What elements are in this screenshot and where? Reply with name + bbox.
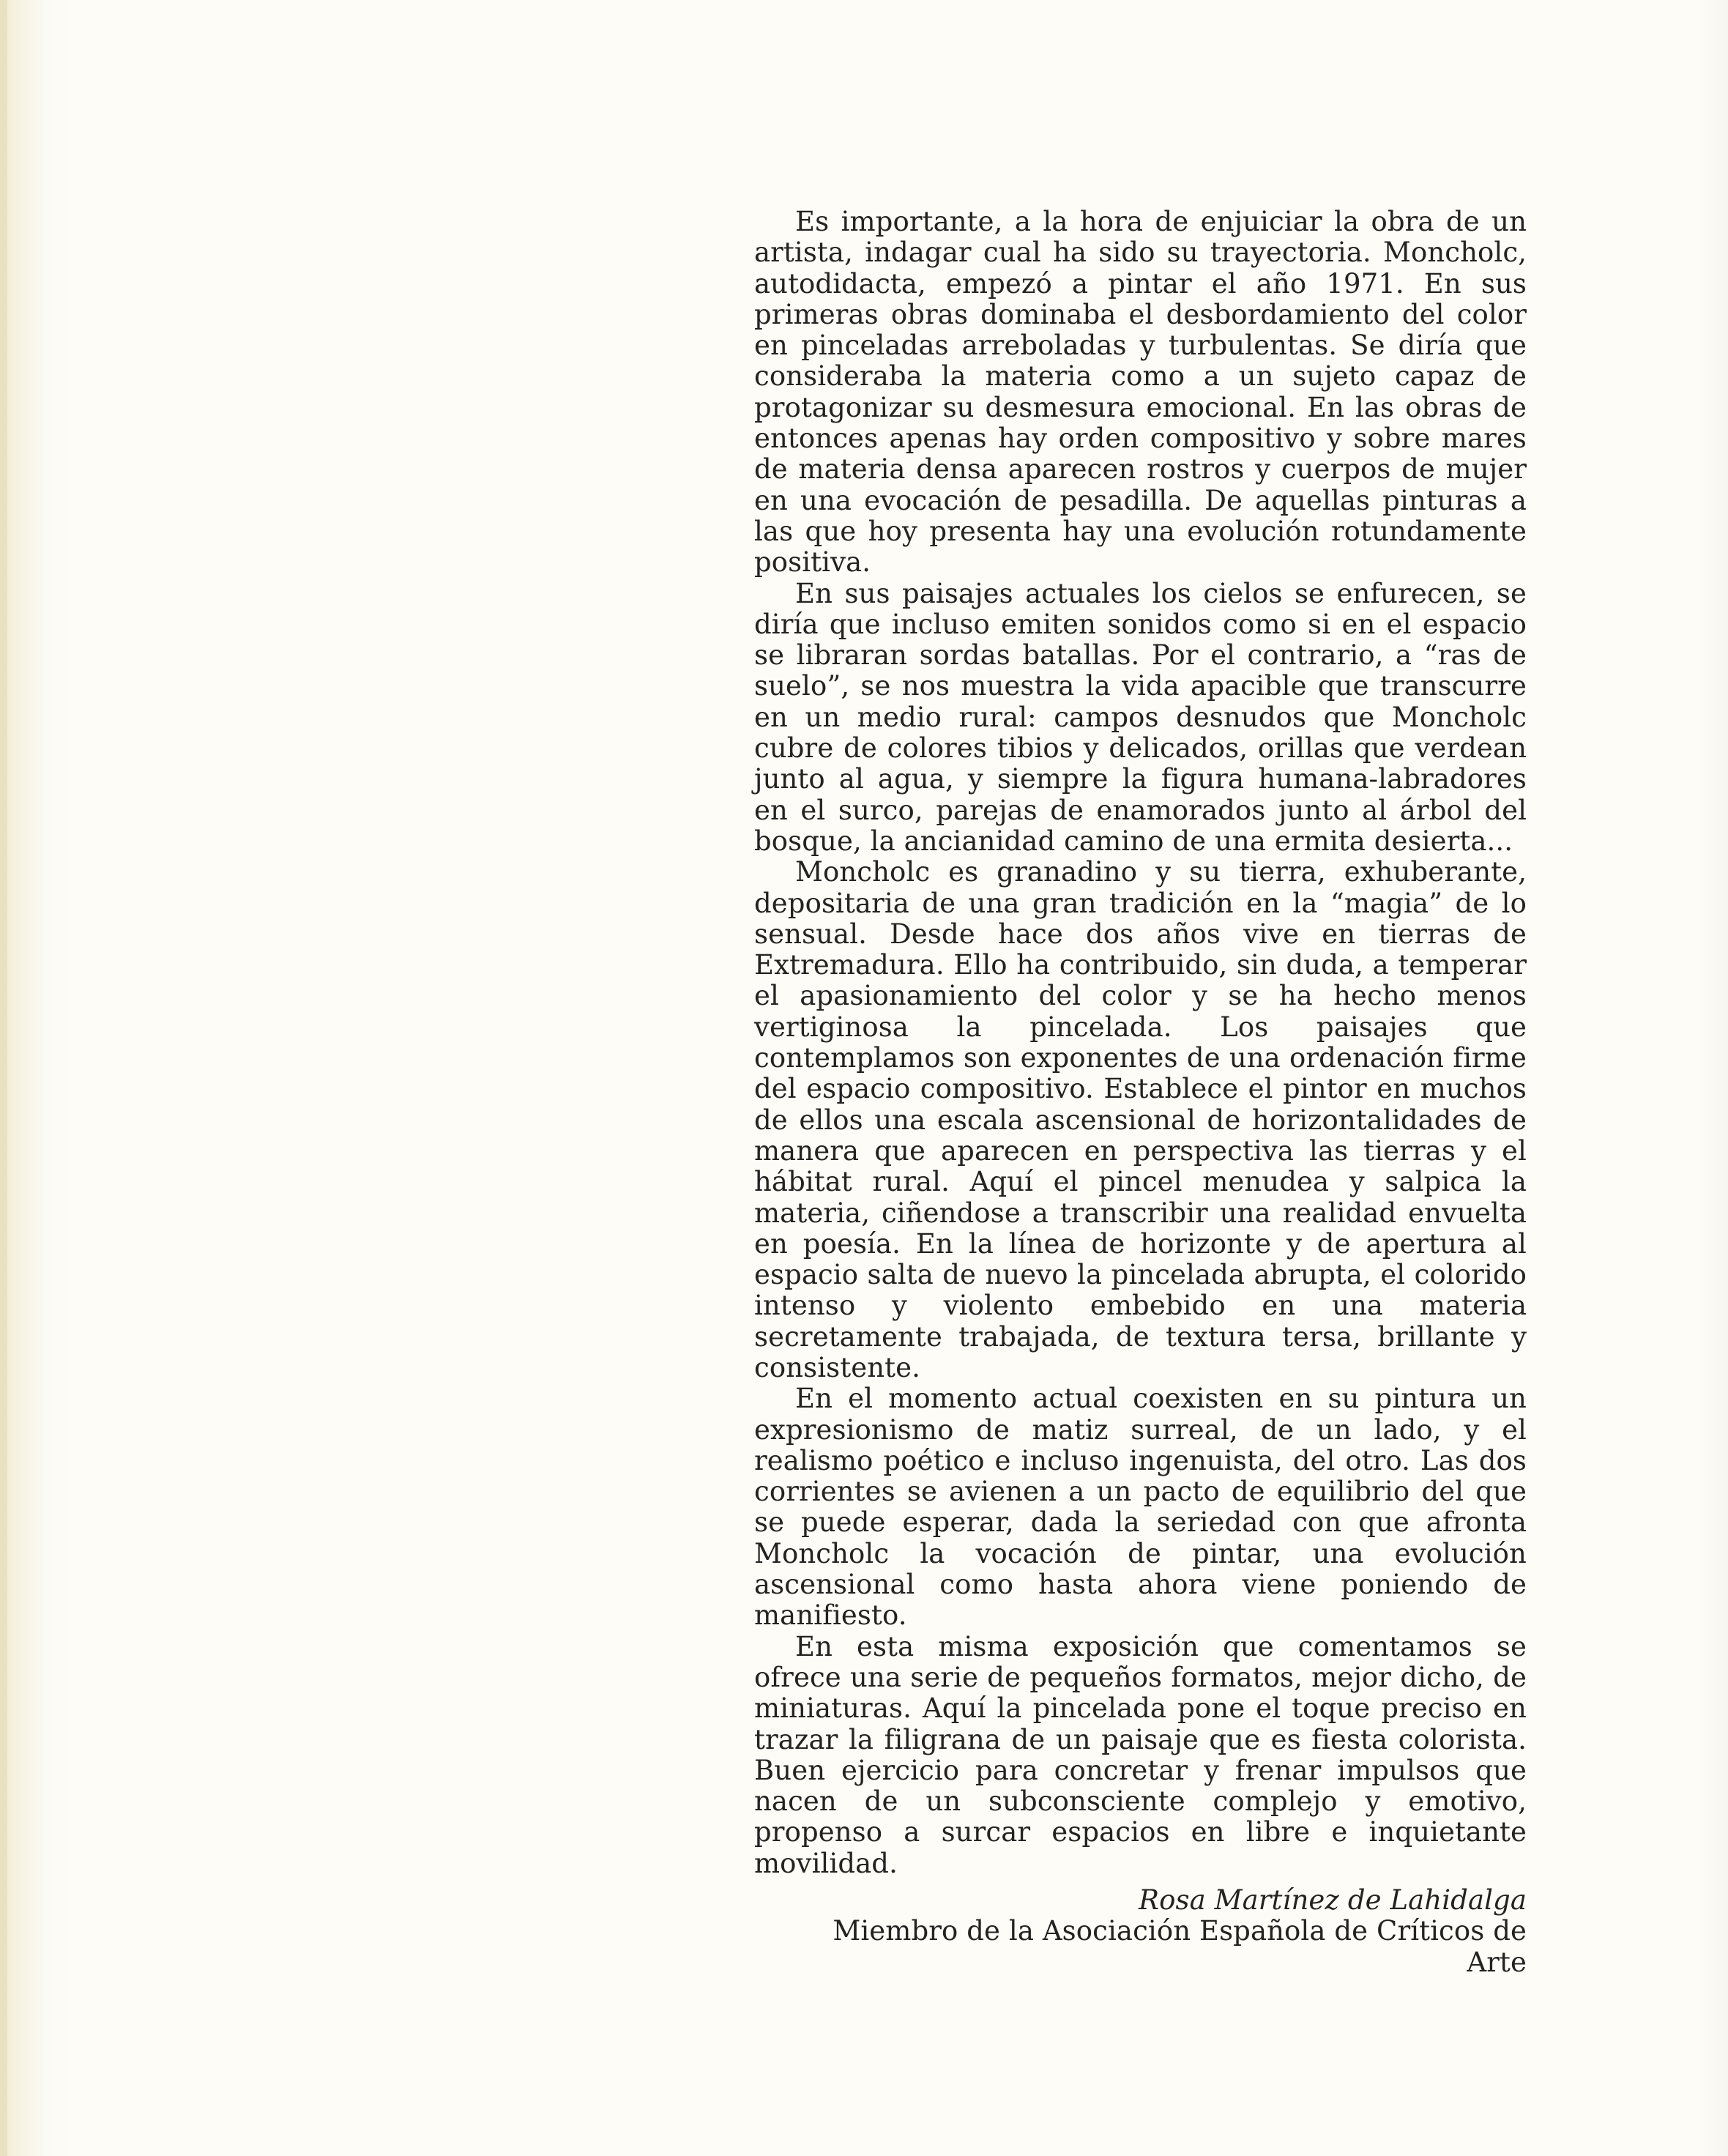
article-paragraph-3: Moncholc es granadino y su tierra, exhuberante, depositaria de una gran tradición en la “magia” de lo sensual. Desde hace dos años vive en tierras de Extremadura. Ello ha contribuido, sin duda, a temperar el apasionamiento del color y se ha hecho menos vertiginosa la pincelada. Los paisajes que contemplamos son exponentes de una ordenación firme del espacio compositivo. Establece el pintor en muchos de ellos una escala ascensional de horizontalidades de manera que aparecen en perspectiva las tierras y el hábitat rural. Aquí el pincel menudea y salpica la materia, ciñendose a transcribir una realidad envuelta en poesía. En la línea de horizonte y de apertura al espacio salta de nuevo la pincelada abrupta, el colorido intenso y violento embebido en una materia secretamente trabajada, de textura tersa, brillante y consistente.	[754, 856, 1527, 1383]
author-name: Rosa Martínez de Lahidalga	[1139, 1884, 1527, 1917]
signature-block	[754, 1885, 1527, 1978]
article-paragraph-2: En sus paisajes actuales los cielos se enfurecen, se diría que incluso emiten sonidos como si en el espacio se libraran sordas batallas. Por el contrario, a “ras de suelo”, se nos muestra la vida apacible que transcurre en un medio rural: campos desnudos que Moncholc cubre de colores tibios y delicados, orillas que verdean junto al agua, y siempre la figura humana-labradores en el surco, parejas de enamorados junto al árbol del bosque, la ancianidad camino de una ermita desierta...	[754, 577, 1527, 857]
article-paragraph-1: Es importante, a la hora de enjuiciar la obra de un artista, indagar cual ha sido su trayectoria. Moncholc, autodidacta, empezó a pintar el año 1971. En sus primeras obras dominaba el desbordamiento del color en pinceladas arreboladas y turbulentas. Se diría que consideraba la materia como a un sujeto capaz de protagonizar su desmesura emocional. En las obras de entonces apenas hay orden compositivo y sobre mares de materia densa aparecen rostros y cuerpos de mujer en una evocación de pesadilla. De aquellas pinturas a las que hoy presenta hay una evolución rotundamente positiva.	[754, 206, 1527, 579]
author-affiliation: Miembro de la Asociación Española de Críticos de Arte	[833, 1915, 1527, 1978]
article-paragraph-4: En el momento actual coexisten en su pintura un expresionismo de matiz surreal, de un lado, y el realismo poético e incluso ingenuista, del otro. Las dos corrientes se avienen a un pacto de equilibrio del que se puede esperar, dada la seriedad con que afronta Moncholc la vocación de pintar, una evolución ascensional como hasta ahora viene poniendo de manifiesto.	[754, 1383, 1527, 1632]
article-text	[754, 207, 1527, 1978]
article-paragraph-5: En esta misma exposición que comentamos se ofrece una serie de pequeños formatos, mejor dicho, de miniaturas. Aquí la pincelada pone el toque preciso en trazar la filigrana de un paisaje que es fiesta colorista. Buen ejercicio para concretar y frenar impulsos que nacen de un subconsciente complejo y emotivo, propenso a surcar espacios en libre e inquietante movilidad.	[754, 1630, 1527, 1879]
page-spine-edge	[0, 0, 7, 2156]
